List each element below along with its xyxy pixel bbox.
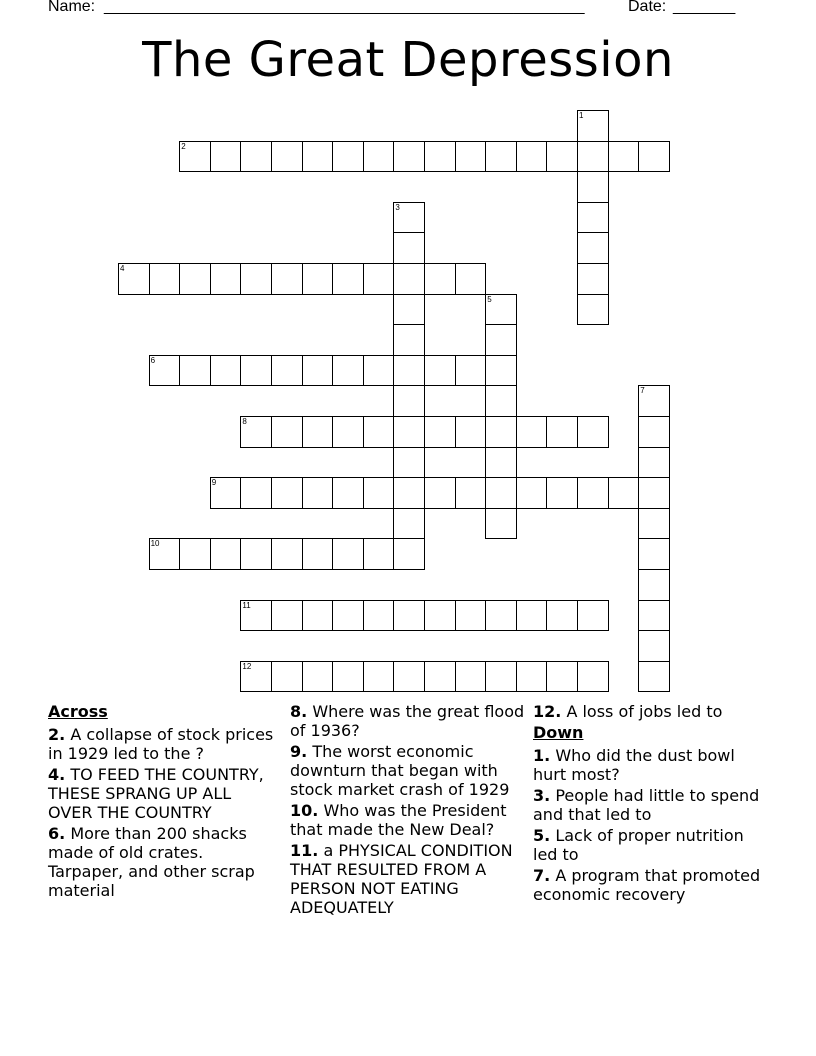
- grid-cell[interactable]: [577, 294, 609, 326]
- grid-cell[interactable]: [485, 661, 517, 693]
- grid-cell[interactable]: [638, 630, 670, 662]
- grid-cell[interactable]: [302, 355, 334, 387]
- grid-cell[interactable]: [638, 508, 670, 540]
- across-heading: Across: [48, 702, 108, 721]
- grid-cell[interactable]: [271, 538, 303, 570]
- grid-cell[interactable]: [332, 600, 364, 632]
- grid-cell[interactable]: [485, 141, 517, 173]
- grid-cell[interactable]: [271, 355, 303, 387]
- grid-cell[interactable]: [393, 355, 425, 387]
- grid-cell[interactable]: [485, 508, 517, 540]
- cell-number: 12: [242, 661, 252, 671]
- grid-cell[interactable]: [302, 477, 334, 509]
- grid-cell[interactable]: [455, 416, 487, 448]
- grid-cell[interactable]: [179, 355, 211, 387]
- grid-cell[interactable]: [302, 416, 334, 448]
- date-label: Date:: [628, 0, 667, 15]
- grid-cell[interactable]: [302, 661, 334, 693]
- clue-number: 5.: [533, 826, 551, 845]
- grid-cell[interactable]: [485, 385, 517, 417]
- grid-cell[interactable]: [271, 600, 303, 632]
- grid-cell[interactable]: [363, 355, 395, 387]
- clue-number: 9.: [290, 742, 308, 761]
- grid-cell[interactable]: [240, 477, 272, 509]
- grid-cell[interactable]: [638, 569, 670, 601]
- clue-number: 2.: [48, 725, 66, 744]
- grid-cell[interactable]: [455, 600, 487, 632]
- grid-cell[interactable]: [302, 538, 334, 570]
- grid-cell[interactable]: [424, 355, 456, 387]
- clue-across-10: [290, 801, 526, 839]
- cell-number: 11: [242, 600, 251, 610]
- grid-cell[interactable]: [393, 661, 425, 693]
- grid-cell[interactable]: [638, 477, 670, 509]
- clue-number: 10.: [290, 801, 319, 820]
- grid-cell[interactable]: [455, 661, 487, 693]
- grid-cell[interactable]: [485, 294, 517, 326]
- grid-cell[interactable]: [210, 263, 242, 295]
- grid-cell[interactable]: [485, 416, 517, 448]
- grid-cell[interactable]: [363, 600, 395, 632]
- grid-cell[interactable]: [638, 661, 670, 693]
- grid-cell[interactable]: [118, 263, 150, 295]
- clue-text: The worst economic downturn that began with stock market crash of 1929: [290, 742, 510, 799]
- clues-column-3: [533, 702, 773, 906]
- grid-cell[interactable]: [577, 141, 609, 173]
- cell-number: 8: [242, 417, 247, 426]
- grid-cell[interactable]: [577, 110, 609, 142]
- grid-cell[interactable]: [210, 477, 242, 509]
- grid-cell[interactable]: [393, 508, 425, 540]
- clue-text: People had little to spend and that led to: [533, 786, 760, 824]
- grid-cell[interactable]: [577, 600, 609, 632]
- grid-cell[interactable]: [608, 141, 640, 173]
- grid-cell[interactable]: [577, 477, 609, 509]
- grid-cell[interactable]: [332, 661, 364, 693]
- clue-across-2: [48, 725, 278, 763]
- grid-cell[interactable]: [363, 661, 395, 693]
- grid-cell[interactable]: [393, 294, 425, 326]
- clue-number: 3.: [533, 786, 551, 805]
- clue-text: More than 200 shacks made of old crates. Tarpaper, and other scrap material: [48, 824, 255, 900]
- date-field[interactable]: _______: [673, 0, 736, 15]
- grid-cell[interactable]: [179, 263, 211, 295]
- clue-number: 8.: [290, 702, 308, 721]
- grid-cell[interactable]: [271, 263, 303, 295]
- grid-cell[interactable]: [240, 600, 272, 632]
- grid-cell[interactable]: [393, 324, 425, 356]
- grid-cell[interactable]: [577, 232, 609, 264]
- grid-cell[interactable]: [271, 141, 303, 173]
- grid-cell[interactable]: [271, 661, 303, 693]
- grid-cell[interactable]: [516, 661, 548, 693]
- grid-cell[interactable]: [516, 477, 548, 509]
- clue-text: A program that promoted economic recovery: [533, 866, 761, 904]
- cell-number: 10: [150, 539, 160, 549]
- grid-cell[interactable]: [577, 202, 609, 234]
- grid-cell[interactable]: [240, 661, 272, 693]
- grid-cell[interactable]: [424, 263, 456, 295]
- grid-cell[interactable]: [393, 202, 425, 234]
- grid-cell[interactable]: [302, 600, 334, 632]
- grid-cell[interactable]: [485, 355, 517, 387]
- grid-cell[interactable]: [638, 600, 670, 632]
- grid-cell[interactable]: [179, 141, 211, 173]
- clue-across-12: [533, 702, 773, 721]
- cell-number: 6: [150, 355, 156, 365]
- name-label: Name:: [48, 0, 96, 15]
- grid-cell[interactable]: [485, 447, 517, 479]
- grid-cell[interactable]: [393, 141, 425, 173]
- grid-cell[interactable]: [485, 324, 517, 356]
- grid-cell[interactable]: [424, 600, 456, 632]
- clue-number: 1.: [533, 746, 551, 765]
- clue-down-3: [533, 786, 773, 824]
- clue-text: Who did the dust bowl hurt most?: [533, 746, 735, 784]
- clues-column-1: [48, 702, 278, 902]
- grid-cell[interactable]: [577, 416, 609, 448]
- grid-cell[interactable]: [149, 263, 181, 295]
- grid-cell[interactable]: [240, 263, 272, 295]
- clue-text: TO FEED THE COUNTRY, THESE SPRANG UP ALL OVER THE COUNTRY: [48, 765, 264, 822]
- grid-cell[interactable]: [210, 355, 242, 387]
- grid-cell[interactable]: [638, 447, 670, 479]
- clue-number: 12.: [533, 702, 562, 721]
- grid-cell[interactable]: [393, 447, 425, 479]
- grid-cell[interactable]: [271, 477, 303, 509]
- grid-cell[interactable]: [638, 385, 670, 417]
- grid-cell[interactable]: [332, 416, 364, 448]
- clue-down-1: [533, 746, 773, 784]
- grid-cell[interactable]: [332, 477, 364, 509]
- grid-cell[interactable]: [393, 232, 425, 264]
- clue-text: a PHYSICAL CONDITION THAT RESULTED FROM A PERSON NOT EATING ADEQUATELY: [290, 841, 513, 917]
- grid-cell[interactable]: [455, 263, 487, 295]
- grid-cell[interactable]: [363, 141, 395, 173]
- grid-cell[interactable]: [302, 263, 334, 295]
- cell-number: 1: [579, 111, 584, 120]
- clue-across-4: [48, 765, 278, 822]
- grid-cell[interactable]: [393, 477, 425, 509]
- clue-number: 6.: [48, 824, 66, 843]
- grid-cell[interactable]: [546, 661, 578, 693]
- clue-number: 7.: [533, 866, 551, 885]
- grid-cell[interactable]: [363, 416, 395, 448]
- down-heading: Down: [533, 723, 584, 742]
- grid-cell[interactable]: [393, 416, 425, 448]
- grid-cell[interactable]: [485, 477, 517, 509]
- grid-cell[interactable]: [363, 263, 395, 295]
- cell-number: 3: [395, 202, 400, 212]
- grid-cell[interactable]: [638, 416, 670, 448]
- grid-cell[interactable]: [393, 263, 425, 295]
- cell-number: 4: [120, 264, 125, 273]
- clue-number: 4.: [48, 765, 66, 784]
- clue-text: Where was the great flood of 1936?: [290, 702, 525, 740]
- clue-text: Lack of proper nutrition led to: [533, 826, 744, 864]
- clue-text: Who was the President that made the New Deal?: [290, 801, 507, 839]
- grid-cell[interactable]: [240, 538, 272, 570]
- clue-across-6: [48, 824, 278, 900]
- grid-cell[interactable]: [424, 416, 456, 448]
- grid-cell[interactable]: [210, 141, 242, 173]
- grid-cell[interactable]: [546, 477, 578, 509]
- grid-cell[interactable]: [424, 477, 456, 509]
- grid-cell[interactable]: [363, 477, 395, 509]
- clue-text: A loss of jobs led to: [566, 702, 723, 721]
- grid-cell[interactable]: [424, 661, 456, 693]
- grid-cell[interactable]: [577, 171, 609, 203]
- cell-number: 7: [640, 386, 645, 396]
- name-field[interactable]: ______________________________________________________: [104, 0, 585, 15]
- clue-across-9: [290, 742, 526, 799]
- grid-cell[interactable]: [546, 600, 578, 632]
- grid-cell[interactable]: [271, 416, 303, 448]
- clue-across-8: [290, 702, 526, 740]
- clues-column-2: [290, 702, 526, 919]
- page-title: The Great Depression: [142, 32, 674, 88]
- grid-cell[interactable]: [210, 538, 242, 570]
- grid-cell[interactable]: [363, 538, 395, 570]
- grid-cell[interactable]: [516, 416, 548, 448]
- grid-cell[interactable]: [149, 538, 181, 570]
- grid-cell[interactable]: [332, 141, 364, 173]
- clue-down-5: [533, 826, 773, 864]
- grid-cell[interactable]: [393, 385, 425, 417]
- grid-cell[interactable]: [393, 538, 425, 570]
- clue-number: 11.: [290, 841, 319, 860]
- cell-number: 5: [487, 294, 492, 304]
- grid-cell[interactable]: [240, 141, 272, 173]
- cell-number: 9: [211, 478, 217, 488]
- grid-cell[interactable]: [638, 538, 670, 570]
- grid-cell[interactable]: [240, 416, 272, 448]
- grid-cell[interactable]: [516, 141, 548, 173]
- grid-cell[interactable]: [485, 600, 517, 632]
- grid-cell[interactable]: [302, 141, 334, 173]
- grid-cell[interactable]: [577, 263, 609, 295]
- grid-cell[interactable]: [149, 355, 181, 387]
- grid-cell[interactable]: [638, 141, 670, 173]
- grid-cell[interactable]: [424, 141, 456, 173]
- grid-cell[interactable]: [240, 355, 272, 387]
- grid-cell[interactable]: [393, 600, 425, 632]
- grid-cell[interactable]: [332, 538, 364, 570]
- grid-cell[interactable]: [546, 141, 578, 173]
- cell-number: 2: [181, 141, 186, 151]
- clue-across-11: [290, 841, 526, 917]
- grid-cell[interactable]: [179, 538, 211, 570]
- grid-cell[interactable]: [577, 661, 609, 693]
- grid-cell[interactable]: [455, 355, 487, 387]
- clue-text: A collapse of stock prices in 1929 led to the ?: [48, 725, 274, 763]
- grid-cell[interactable]: [332, 263, 364, 295]
- grid-cell[interactable]: [608, 477, 640, 509]
- clue-down-7: [533, 866, 773, 904]
- grid-cell[interactable]: [332, 355, 364, 387]
- grid-cell[interactable]: [546, 416, 578, 448]
- grid-cell[interactable]: [455, 477, 487, 509]
- grid-cell[interactable]: [516, 600, 548, 632]
- grid-cell[interactable]: [455, 141, 487, 173]
